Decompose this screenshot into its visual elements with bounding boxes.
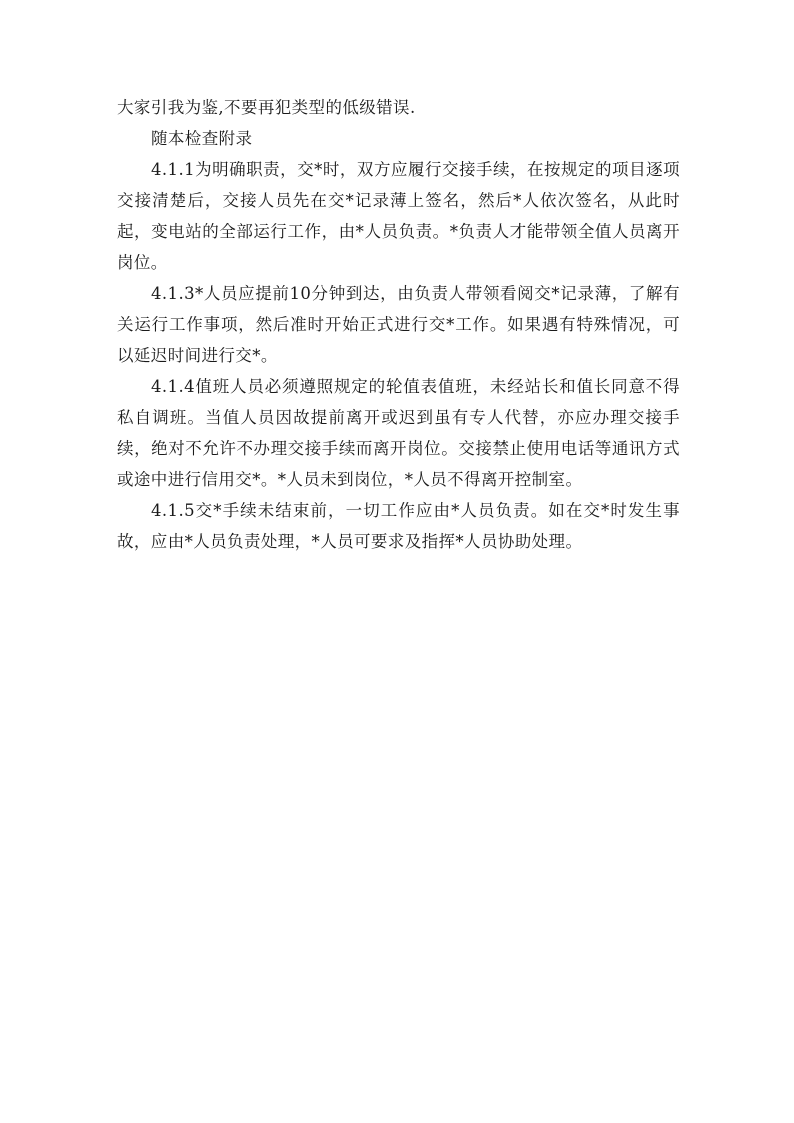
- paragraph-appendix-heading: 随本检查附录: [151, 129, 253, 148]
- paragraph-4-1-5: 4.1.5交*手续未结束前，一切工作应由*人员负责。如在交*时发生事故，应由*人员负责处理，*人员可要求及指挥*人员协助处理。: [117, 501, 680, 551]
- paragraph-4-1-1: 4.1.1为明确职责，交*时，双方应履行交接手续，在按规定的项目逐项交接清楚后，交接人员先在交*记录薄上签名，然后*人依次签名，从此时起，变电站的全部运行工作，由*人员负责。*负责人才能带领全值人员离开岗位。: [117, 160, 680, 272]
- paragraph-4-1-4: 4.1.4值班人员必须遵照规定的轮值表值班，未经站长和值长同意不得私自调班。当值人员因故提前离开或迟到虽有专人代替，亦应办理交接手续，绝对不允许不办理交接手续而离开岗位。交接禁止使用电话等通讯方式或途中进行信用交*。*人员未到岗位，*人员不得离开控制室。: [117, 377, 680, 489]
- paragraph-intro: 大家引我为鉴,不要再犯类型的低级错误.: [117, 98, 416, 117]
- paragraph-4-1-3: 4.1.3*人员应提前10分钟到达，由负责人带领看阅交*记录薄，了解有关运行工作事项，然后准时开始正式进行交*工作。如果遇有特殊情况，可以延迟时间进行交*。: [117, 284, 680, 365]
- document-body: [117, 92, 680, 557]
